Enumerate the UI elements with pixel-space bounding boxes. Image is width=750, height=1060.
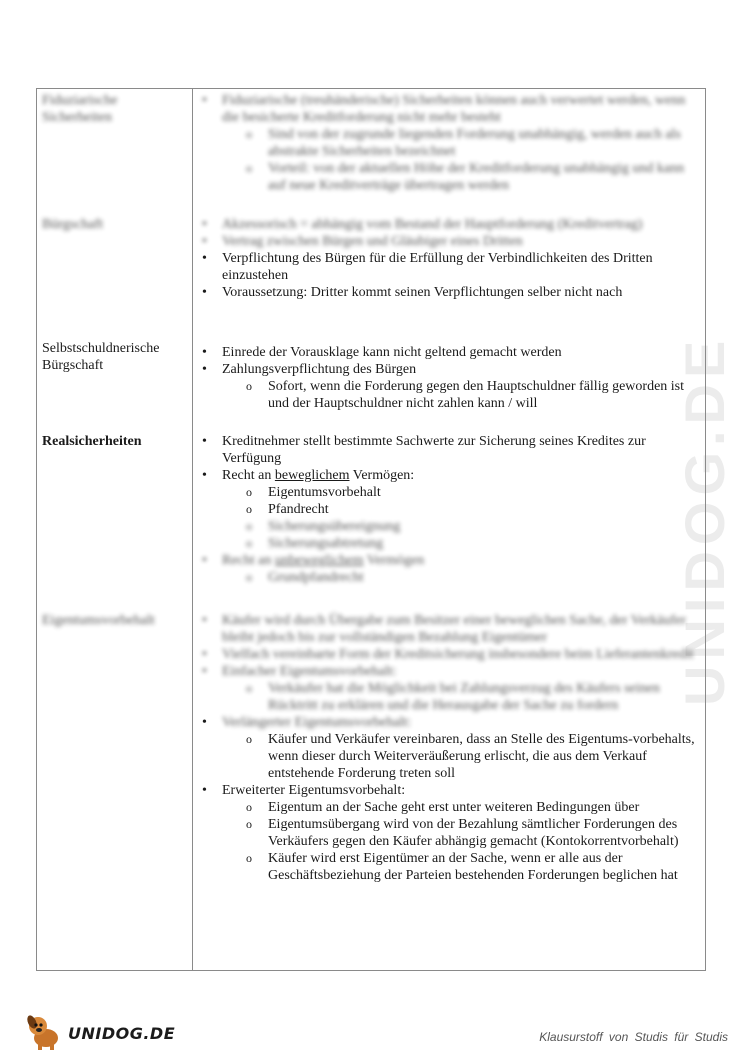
bullet-item: • Käufer wird durch Übergabe zum Besitzer einer beweglichen Sache, der Verkäufer bleibt jedoch bis zur vollständigen Bezahlung Eigentümer [202, 612, 702, 646]
row-term: Selbstschuldnerische Bürgschaft [42, 341, 160, 373]
definitions-table [36, 88, 706, 971]
bullet-item: • Einrede der Vorausklage kann nicht geltend gemacht werden [202, 344, 702, 361]
sub-bullet-item: o Eigentumsübergang wird von der Bezahlung sämtlicher Forderungen des Verkäufers gegen den Käufer abhängig gemacht (Kontokorrentvorbehalt) [246, 816, 702, 850]
bullet-item: • Zahlungsverpflichtung des Bürgen o Sofort, wenn die Forderung gegen den Hauptschuldner fällig geworden ist und der Hauptschuldner nicht zahlen kann / will [202, 361, 702, 412]
row-term: Fiduziarische Sicherheiten [42, 93, 118, 125]
row-content [202, 216, 702, 301]
sub-bullet-item: o Käufer wird erst Eigentümer an der Sache, wenn er alle aus der Geschäftsbeziehung der Parteien bestehenden Forderungen beglichen hat [246, 850, 702, 884]
underlined-term: unbeweglichem [274, 553, 364, 568]
dog-mascot-icon [24, 1012, 64, 1052]
footer-slogan: Klausurstoff von Studis für Studis [539, 1030, 728, 1044]
bullet-item: • Akzessorisch = abhängig vom Bestand der Hauptforderung (Kreditvertrag) [202, 216, 702, 233]
row-content [202, 344, 702, 412]
column-divider [192, 88, 193, 971]
row-term: Eigentumsvorbehalt [42, 613, 155, 628]
bullet-item: • Vielfach vereinbarte Form der Kreditsicherung insbesondere beim Lieferantenkredit [202, 646, 702, 663]
sub-bullet-item: o Käufer und Verkäufer vereinbaren, dass an Stelle des Eigentums-vorbehalts, wenn dieser durch Weiterveräußerung erlischt, die aus dem Verkauf entstehende Forderung treten soll [246, 731, 702, 782]
bullet-item: • Vertrag zwischen Bürgen und Gläubiger eines Dritten [202, 233, 702, 250]
row-content [202, 92, 702, 194]
sub-bullet-item: o Sicherungsabtretung [246, 535, 702, 552]
bullet-item: • Fiduziarische (treuhänderische) Sicherheiten können auch verwertet werden, wenn die besicherte Kreditforderung nicht mehr besteht o Sind von der zugrunde liegenden Forderung unabhängig, werden auch als abstrakte Sicherheiten bezeichnet o Vorteil: von der aktuellen Höhe der Kreditforderung unabhängig und kann auf neue Kreditverträge übertragen werden [202, 92, 702, 194]
sub-bullet-item: o Sind von der zugrunde liegenden Forderung unabhängig, werden auch als abstrakte Sicherheiten bezeichnet [246, 126, 702, 160]
sub-bullet-item: o Pfandrecht [246, 501, 702, 518]
row-content [202, 433, 702, 586]
sub-bullet-item: o Vorteil: von der aktuellen Höhe der Kreditforderung unabhängig und kann auf neue Kreditverträge übertragen werden [246, 160, 702, 194]
sub-bullet-item: o Verkäufer hat die Möglichkeit bei Zahlungsverzug des Käufers seinen Rücktritt zu erklären und die Herausgabe der Sache zu fordern [246, 680, 702, 714]
sub-bullet-item: o Eigentum an der Sache geht erst unter weiteren Bedingungen über [246, 799, 702, 816]
bullet-item: • Einfacher Eigentumsvorbehalt: o Verkäufer hat die Möglichkeit bei Zahlungsverzug des Käufers seinen Rücktritt zu erklären und die Herausgabe der Sache zu fordern [202, 663, 702, 714]
sub-bullet-item: o Eigentumsvorbehalt [246, 484, 702, 501]
bullet-item: • Voraussetzung: Dritter kommt seinen Verpflichtungen selber nicht nach [202, 284, 702, 301]
bullet-item: • Kreditnehmer stellt bestimmte Sachwerte zur Sicherung seines Kredites zur Verfügung [202, 433, 702, 467]
bullet-item: • Erweiterter Eigentumsvorbehalt: o Eigentum an der Sache geht erst unter weiteren Bedingungen über o Eigentumsübergang wird von der Bezahlung sämtlicher Forderungen des Verkäufers gegen den Käufer abhängig gemacht (Kontokorrentvorbehalt) o Käufer wird erst Eigentümer an der Sache, wenn er alle aus der Geschäftsbeziehung der Parteien bestehenden Forderungen beglichen hat [202, 782, 702, 884]
row-term: Bürgschaft [42, 217, 104, 232]
sub-bullet-item: o Grundpfandrecht [246, 569, 702, 586]
row-content [202, 612, 702, 884]
sub-bullet-item: o Sicherungsübereignung [246, 518, 702, 535]
bullet-item: • Verlängerter Eigentumsvorbehalt: o Käufer und Verkäufer vereinbaren, dass an Stelle des Eigentums-vorbehalts, wenn dieser durch Weiterveräußerung erlischt, die aus dem Verkauf entstehende Forderung treten soll [202, 714, 702, 782]
bullet-item: • Recht an beweglichem Vermögen: o Eigentumsvorbehalt o Pfandrecht o Sicherungsübereignung o Sicherungsabtretung [202, 467, 702, 552]
underlined-term: beweglichem [274, 468, 350, 483]
row-term: Realsicherheiten [42, 434, 142, 449]
sub-bullet-item: o Sofort, wenn die Forderung gegen den Hauptschuldner fällig geworden ist und der Hauptschuldner nicht zahlen kann / will [246, 378, 702, 412]
logo-text: UNIDOG.DE [68, 1024, 176, 1043]
unidog-logo [24, 1012, 174, 1054]
watermark-text: UNIDOG.DE [673, 334, 736, 706]
bullet-item: • Verpflichtung des Bürgen für die Erfüllung der Verbindlichkeiten des Dritten einzustehen [202, 250, 702, 284]
bullet-item: • Recht an unbeweglichem Vermögen o Grundpfandrecht [202, 552, 702, 586]
